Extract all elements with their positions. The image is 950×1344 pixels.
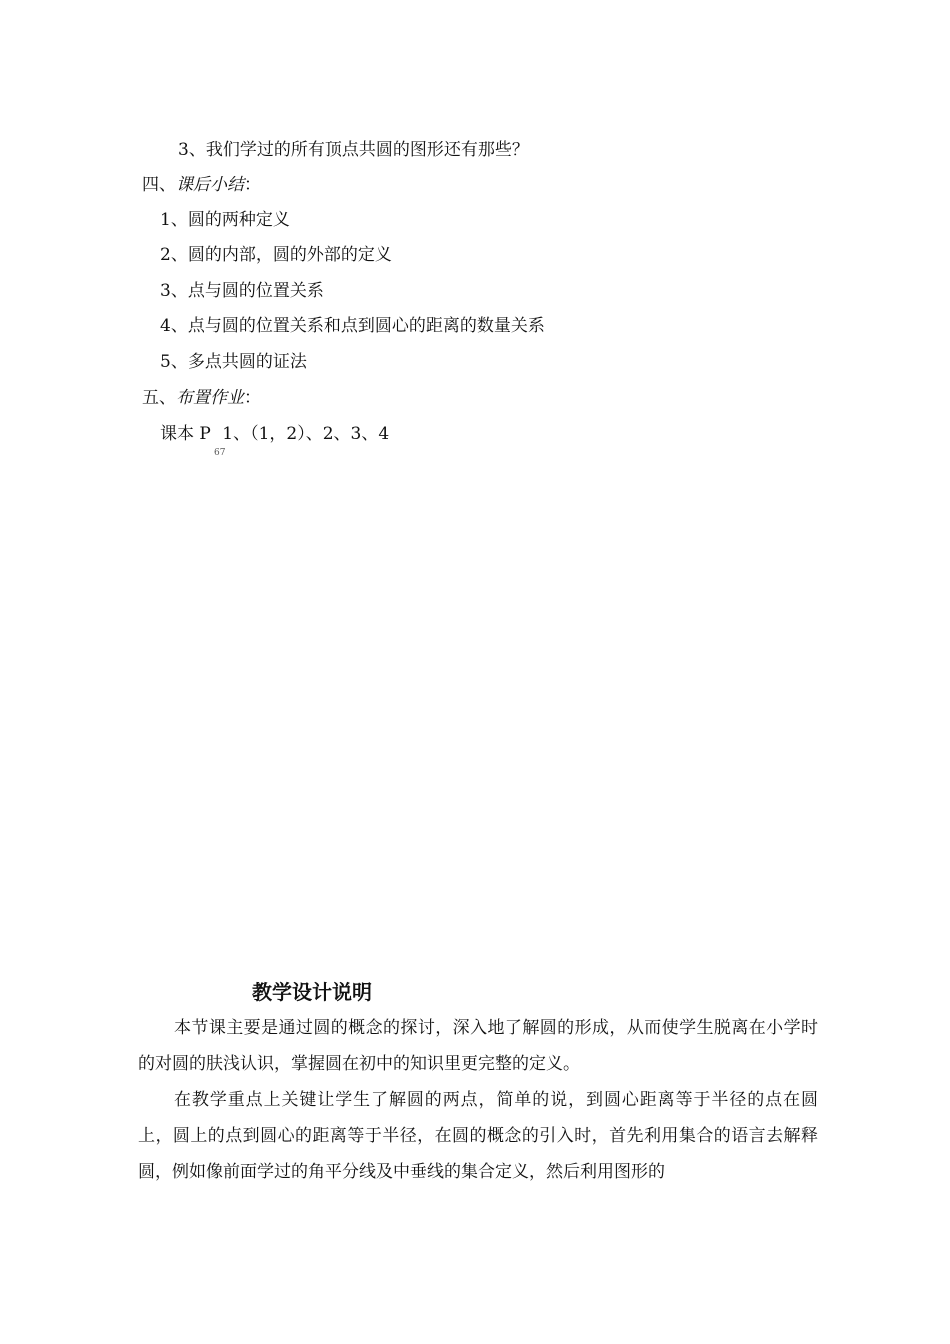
question-3: 3、我们学过的所有顶点共圆的图形还有那些？ — [178, 140, 529, 160]
homework-items: 1、（1，2）、2、3、4 — [222, 424, 390, 444]
homework-prefix: 五、 — [142, 388, 176, 408]
design-notes-title: 教学设计说明 — [252, 980, 372, 1004]
summary-heading-line — [142, 173, 261, 197]
summary-colon: ： — [244, 175, 261, 195]
summary-item-2: 2、圆的内部，圆的外部的定义 — [160, 245, 392, 265]
homework-line — [160, 422, 389, 446]
design-notes-paragraph: 本节课主要是通过圆的概念的探讨，深入地了解圆的形成，从而使学生脱离在小学时的对圆的肤浅认识，掌握圆在初中的知识里更完整的定义。 — [138, 1018, 818, 1074]
summary-prefix: 四、 — [142, 175, 176, 195]
homework-colon: ： — [244, 388, 261, 408]
homework-page-subscript: 67 — [214, 448, 226, 458]
summary-heading: 课后小结 — [176, 175, 244, 195]
homework-heading-line — [142, 386, 261, 410]
summary-item-1: 1、圆的两种定义 — [160, 210, 290, 230]
summary-item-5: 5、多点共圆的证法 — [160, 352, 307, 372]
summary-item-4: 4、点与圆的位置关系和点到圆心的距离的数量关系 — [160, 316, 545, 336]
summary-item-3: 3、点与圆的位置关系 — [160, 281, 324, 301]
design-notes-paragraph: 在教学重点上关键让学生了解圆的两点，简单的说，到圆心距离等于半径的点在圆上，圆上的点到圆心的距离等于半径，在圆的概念的引入时，首先利用集合的语言去解释圆，例如像前面学过的角平分线及中垂线的集合定义，然后利用图形的 — [138, 1090, 818, 1182]
homework-heading: 布置作业 — [176, 388, 244, 408]
homework-text: 课本 P — [160, 424, 211, 444]
